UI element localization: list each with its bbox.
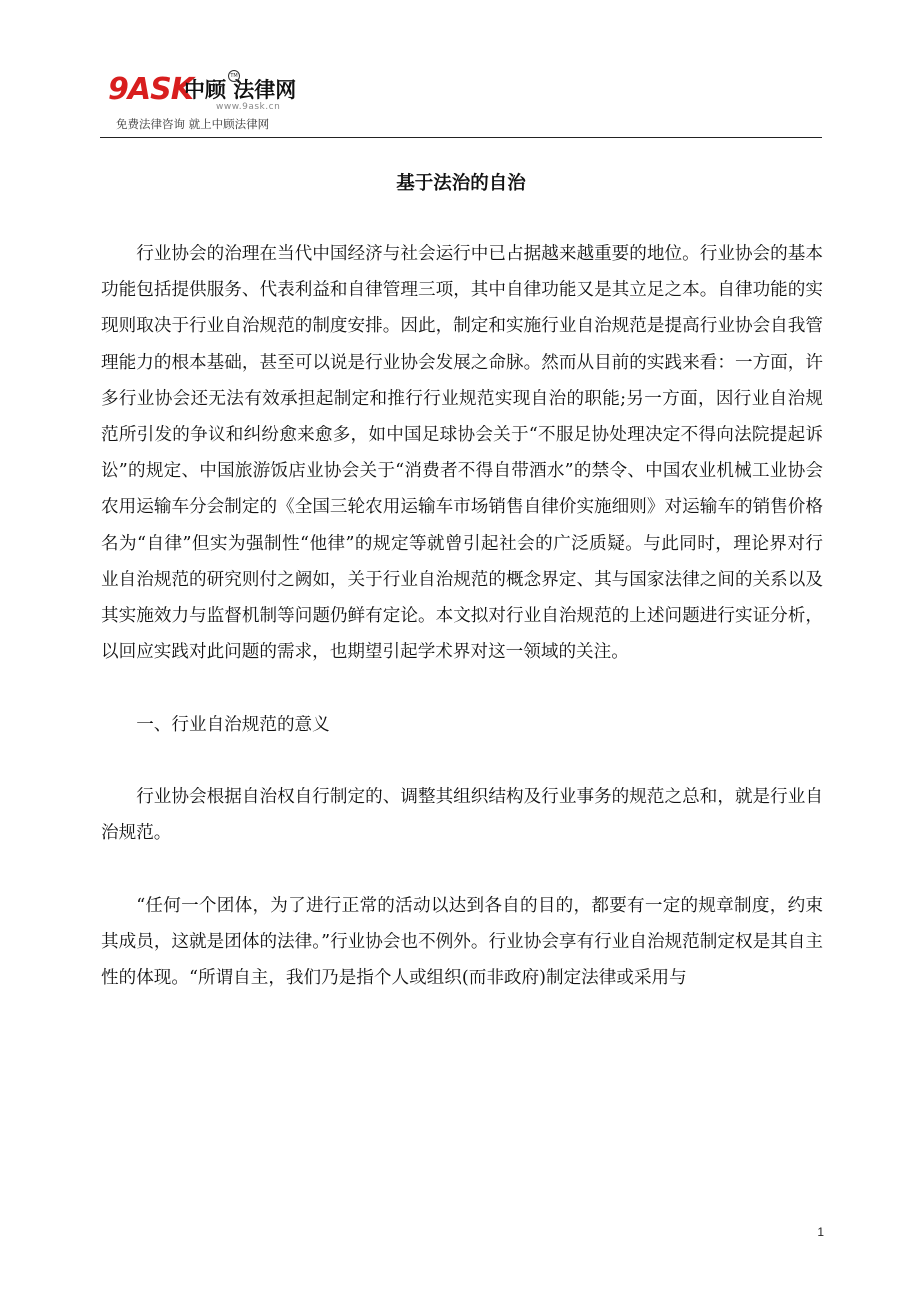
logo-chinese-name: 中顾 法律网 — [184, 78, 297, 102]
paragraph-intro: 行业协会的治理在当代中国经济与社会运行中已占据越来越重要的地位。行业协会的基本功能包括提供服务、代表利益和自律管理三项，其中自律功能又是其立足之本。自律功能的实现则取决于行业自治规范的制度安排。因此，制定和实施行业自治规范是提高行业协会自我管理能力的根本基础，甚至可以说是行业协会发展之命脉。然而从目前的实践来看：一方面，许多行业协会还无法有效承担起制定和推行行业规范实现自治的职能;另一方面，因行业自治规范所引发的争议和纠纷愈来愈多，如中国足球协会关于“不服足协处理决定不得向法院提起诉讼”的规定、中国旅游饭店业协会关于“消费者不得自带酒水”的禁令、中国农业机械工业协会农用运输车分会制定的《全国三轮农用运输车市场销售自律价实施细则》对运输车的销售价格名为“自律”但实为强制性“他律”的规定等就曾引起社会的广泛质疑。与此同时，理论界对行业自治规范的研究则付之阙如，关于行业自治规范的概念界定、其与国家法律之间的关系以及其实施效力与监督机制等问题仍鲜有定论。本文拟对行业自治规范的上述问题进行实证分析，以回应实践对此问题的需求，也期望引起学术界对这一领域的关注。 — [101, 244, 823, 663]
page-number: 1 — [817, 1225, 824, 1239]
paragraph-gap — [101, 743, 823, 779]
header-slogan: 免费法律咨询 就上中顾法律网 — [116, 117, 270, 131]
logo-url: www.9ask.cn — [216, 102, 281, 112]
trademark-icon: TM — [228, 70, 240, 82]
paragraph-definition: 行业协会根据自治权自行制定的、调整其组织结构及行业事务的规范之总和，就是行业自治规范。 — [101, 787, 823, 844]
paragraph-gap — [101, 670, 823, 706]
site-logo[interactable] — [108, 74, 308, 114]
logo-mark: 9ASK — [108, 72, 193, 107]
page-header — [100, 68, 822, 138]
header-divider — [100, 137, 822, 138]
section-heading: 一、行业自治规范的意义 — [136, 714, 330, 735]
document-body — [101, 236, 823, 996]
document-title: 基于法治的自治 — [396, 173, 526, 194]
paragraph-gap — [101, 851, 823, 887]
paragraph-quote: “任何一个团体，为了进行正常的活动以达到各自的目的，都要有一定的规章制度，约束其成员，这就是团体的法律。”行业协会也不例外。行业协会享有行业自治规范制定权是其自主性的体现。“所谓自主，我们乃是指个人或组织(而非政府)制定法律或采用与 — [101, 895, 823, 989]
